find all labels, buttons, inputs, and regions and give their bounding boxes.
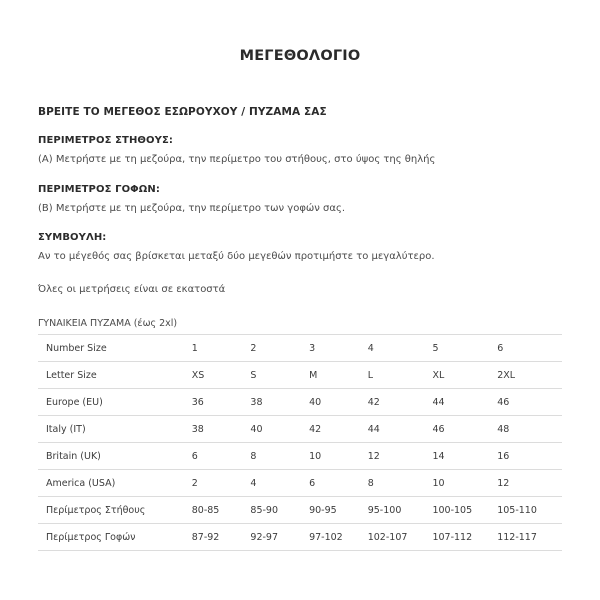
row-cell: 8 (367, 477, 374, 489)
row-cell: XL (432, 369, 445, 381)
row-cell: 46 (497, 396, 510, 408)
row-cell: 97-102 (309, 531, 343, 543)
row-cell: 16 (497, 450, 510, 462)
row-label: Italy (IT) (46, 423, 86, 435)
row-cell: 3 (309, 342, 316, 354)
units-note: Όλες οι μετρήσεις είναι σε εκατοστά (38, 283, 226, 295)
table-row (38, 497, 562, 524)
row-cell: 105-110 (497, 504, 537, 516)
row-cell: 2XL (497, 369, 516, 381)
row-cell: 42 (309, 423, 322, 435)
row-cell: 2 (191, 477, 198, 489)
table-row (38, 362, 562, 389)
row-label: Number Size (46, 342, 107, 354)
measurement-block-tip (38, 232, 562, 264)
row-label: America (USA) (46, 477, 116, 489)
row-cell: S (250, 369, 257, 381)
table-row (38, 470, 562, 497)
hips-heading: ΠΕΡΙΜΕΤΡΟΣ ΓΟΦΩΝ: (38, 183, 160, 195)
tip-description: Αν το μέγεθός σας βρίσκεται μεταξύ δύο μεγεθών προτιμήστε το μεγαλύτερο. (38, 251, 435, 262)
chest-description: (Α) Μετρήστε με τη μεζούρα, την περίμετρο του στήθους, στο ύψος της θηλής (38, 154, 436, 165)
row-cell: 95-100 (367, 504, 402, 516)
row-label: Europe (EU) (46, 396, 103, 408)
section-subtitle: ΒΡΕΙΤΕ ΤΟ ΜΕΓΕΘΟΣ ΕΣΩΡΟΥΧΟΥ / ΠΥΖΑΜΑ ΣΑΣ (38, 106, 327, 118)
page-title: ΜΕΓΕΘΟΛΟΓΙΟ (239, 48, 361, 64)
row-cell: 38 (250, 396, 263, 408)
row-cell: 1 (191, 342, 198, 354)
row-cell: 14 (432, 450, 445, 462)
table-row (38, 335, 562, 362)
row-label: Letter Size (46, 369, 97, 381)
row-label: Περίμετρος Γοφών (46, 531, 136, 543)
row-cell: 46 (432, 423, 445, 435)
row-label: Britain (UK) (46, 450, 101, 462)
row-cell: 4 (367, 342, 374, 354)
row-cell: 2 (250, 342, 257, 354)
table-row (38, 389, 562, 416)
row-cell: 8 (250, 450, 257, 462)
row-cell: 90-95 (309, 504, 337, 516)
row-cell: L (367, 369, 374, 381)
row-cell: M (309, 369, 318, 381)
chest-heading: ΠΕΡΙΜΕΤΡΟΣ ΣΤΗΘΟΥΣ: (38, 135, 173, 146)
row-cell: 87-92 (191, 531, 220, 543)
row-cell: 10 (309, 450, 322, 462)
hips-description: (Β) Μετρήστε με τη μεζούρα, την περίμετρο των γοφών σας. (38, 202, 346, 214)
row-cell: 40 (250, 423, 263, 435)
table-row (38, 443, 562, 470)
row-label: Περίμετρος Στήθους (46, 504, 146, 516)
table-caption: ΓΥΝΑΙΚΕΙΑ ΠΥΖΑΜΑ (έως 2xl) (38, 318, 178, 329)
row-cell: 40 (309, 396, 322, 408)
row-cell: 10 (432, 477, 445, 489)
row-cell: 80-85 (191, 504, 220, 516)
row-cell: 6 (309, 477, 316, 489)
row-cell: 6 (191, 450, 198, 462)
row-cell: 48 (497, 423, 510, 435)
measurement-block-hips (38, 184, 562, 216)
row-cell: 4 (250, 477, 257, 489)
tip-heading: ΣΥΜΒΟΥΛΗ: (38, 232, 107, 243)
row-cell: 44 (432, 396, 445, 408)
row-cell: 85-90 (250, 504, 279, 516)
size-table (38, 334, 562, 551)
row-cell: 12 (497, 477, 510, 489)
row-cell: 112-117 (497, 531, 537, 543)
row-cell: 12 (367, 450, 380, 462)
row-cell: 42 (367, 396, 380, 408)
row-cell: 38 (191, 423, 204, 435)
table-row (38, 416, 562, 443)
row-cell: 36 (191, 396, 204, 408)
row-cell: 6 (497, 342, 504, 354)
row-cell: 100-105 (432, 504, 473, 516)
row-cell: 92-97 (250, 531, 279, 543)
row-cell: 5 (432, 342, 439, 354)
table-row (38, 524, 562, 551)
row-cell: 44 (367, 423, 380, 435)
measurement-block-chest (38, 135, 562, 167)
row-cell: XS (191, 369, 205, 381)
row-cell: 107-112 (432, 531, 473, 543)
row-cell: 102-107 (367, 531, 408, 543)
